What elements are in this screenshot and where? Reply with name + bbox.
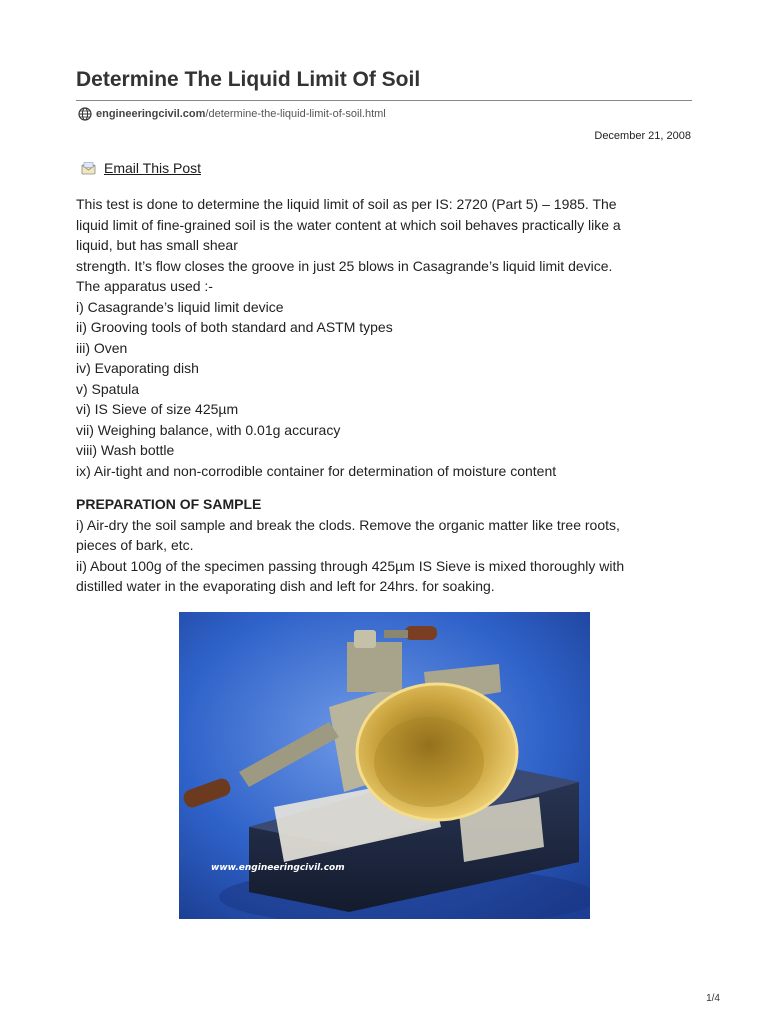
apparatus-item: v) Spatula [76, 380, 140, 397]
section-heading: PREPARATION OF SAMPLE [76, 496, 262, 512]
preparation-line: i) Air-dry the soil sample and break the clods. Remove the organic matter like tree roots, [76, 516, 620, 533]
source-link[interactable] [78, 106, 386, 122]
liquid-limit-device-photo [179, 612, 590, 919]
device-illustration [179, 612, 590, 919]
title-divider [76, 100, 692, 101]
apparatus-item: ii) Grooving tools of both standard and ASTM types [76, 319, 393, 335]
apparatus-item: ix) Air-tight and non-corrodible container for determination of moisture content [76, 462, 557, 479]
apparatus-item: vii) Weighing balance, with 0.01g accuracy [76, 421, 341, 438]
apparatus-item: viii) Wash bottle [76, 442, 175, 458]
intro-line: The apparatus used :- [76, 278, 213, 294]
page-number: 1/4 [706, 993, 720, 1004]
apparatus-item: iv) Evaporating dish [76, 360, 199, 376]
preparation-line: ii) About 100g of the specimen passing through 425µm IS Sieve is mixed thoroughly with [76, 557, 625, 574]
photo-watermark: www.engineeringcivil.com [211, 863, 345, 873]
email-post-label[interactable]: Email This Post [104, 160, 201, 176]
envelope-icon [81, 161, 96, 176]
intro-line: strength. It’s flow closes the groove in just 25 blows in Casagrande’s liquid limit device. [76, 257, 613, 274]
post-date: December 21, 2008 [594, 130, 691, 142]
preparation-line: distilled water in the evaporating dish and left for 24hrs. for soaking. [76, 578, 495, 594]
apparatus-item: i) Casagrande’s liquid limit device [76, 298, 284, 315]
globe-icon [78, 107, 92, 121]
article-body [76, 194, 692, 481]
apparatus-item: iii) Oven [76, 339, 128, 356]
preparation-section [76, 494, 692, 597]
intro-line: This test is done to determine the liquid limit of soil as per IS: 2720 (Part 5) – 1985. The [76, 196, 617, 212]
preparation-line: pieces of bark, etc. [76, 537, 194, 553]
email-post-link[interactable] [81, 160, 201, 176]
page-title: Determine The Liquid Limit Of Soil [76, 68, 421, 91]
apparatus-item: vi) IS Sieve of size 425µm [76, 401, 239, 417]
intro-line: liquid, but has small shear [76, 237, 238, 253]
source-domain: engineeringcivil.com [96, 108, 206, 120]
intro-line: liquid limit of fine-grained soil is the water content at which soil behaves practically like a [76, 216, 621, 233]
source-path: /determine-the-liquid-limit-of-soil.html [205, 108, 386, 120]
